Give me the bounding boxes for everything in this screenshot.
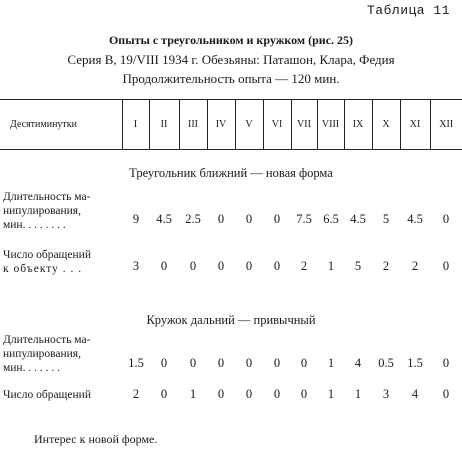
column-header-row — [0, 100, 462, 150]
table-cell: 4 — [354, 356, 362, 370]
duration-line: Продолжительность опыта — 120 мин. — [122, 71, 340, 86]
row-label-line: Число обращений — [3, 389, 91, 401]
column-header-table — [0, 99, 462, 150]
table-cell: 0 — [217, 356, 225, 370]
column-header: VII — [291, 100, 317, 150]
row-label-line: Длительность ма- — [3, 334, 91, 346]
table-label: Таблица 11 — [366, 3, 450, 18]
column-header: III — [179, 100, 207, 150]
column-header: VIII — [317, 100, 344, 150]
table-cell: 0 — [217, 259, 225, 273]
table-cell: 0 — [442, 387, 450, 401]
table-cell: 0 — [245, 259, 253, 273]
table-cell: 1 — [327, 387, 335, 401]
table-cell: 0 — [217, 387, 225, 401]
row-label-line: Число обращений — [3, 249, 91, 261]
column-header: IX — [344, 100, 372, 150]
column-header: X — [372, 100, 400, 150]
table-cell: 4.5 — [407, 212, 423, 226]
table-cell: 4.5 — [350, 212, 366, 226]
table-cell: 0 — [273, 212, 281, 226]
row-label-circle-count — [3, 388, 121, 402]
row-label-triangle-duration — [3, 190, 121, 232]
column-header: XI — [400, 100, 430, 150]
table-cell: 0 — [189, 356, 197, 370]
row-label-circle-duration — [3, 333, 121, 375]
series-line: Серия В, 19/VIII 1934 г. Обезьяны: Паташон, Клара, Федия — [67, 52, 395, 67]
table-cell: 0 — [442, 356, 450, 370]
table-cell: 6.5 — [323, 212, 339, 226]
table-cell: 0 — [273, 356, 281, 370]
table-cell: 2 — [411, 259, 419, 273]
table-cell: 0 — [245, 212, 253, 226]
table-cell: 0 — [442, 259, 450, 273]
table-cell: 1 — [327, 259, 335, 273]
table-cell: 2 — [132, 387, 140, 401]
table-cell: 0 — [160, 259, 168, 273]
table-title: Опыты с треугольником и кружком (рис. 25) — [108, 33, 354, 47]
table-cell: 0 — [160, 356, 168, 370]
table-cell: 0 — [273, 387, 281, 401]
row-label-line: Длительность ма- — [3, 191, 91, 203]
table-cell: 1.5 — [128, 356, 144, 370]
table-cell: 2.5 — [185, 212, 201, 226]
column-header-label: Десятиминутки — [10, 119, 78, 130]
table-cell: 4.5 — [156, 212, 172, 226]
table-cell: 5 — [382, 212, 390, 226]
table-cell: 5 — [354, 259, 362, 273]
table-cell: 1.5 — [407, 356, 423, 370]
row-label-line: нипулирования, — [3, 205, 81, 217]
column-header: IV — [207, 100, 235, 150]
footnote: Интерес к новой форме. — [34, 432, 158, 446]
table-cell: 0 — [217, 212, 225, 226]
table-cell: 1 — [189, 387, 197, 401]
table-cell: 3 — [382, 387, 390, 401]
table-cell: 2 — [382, 259, 390, 273]
table-cell: 0 — [245, 356, 253, 370]
column-header: V — [235, 100, 263, 150]
table-cell: 0 — [273, 259, 281, 273]
section-title-triangle: Треугольник ближний — новая форма — [129, 166, 333, 180]
row-label-line: нипулирования, — [3, 348, 81, 360]
row-label-triangle-count — [3, 248, 121, 276]
column-header: XII — [430, 100, 462, 150]
row-label-line: к объекту . . . — [3, 263, 83, 275]
table-cell: 3 — [132, 259, 140, 273]
table-cell: 1 — [354, 387, 362, 401]
table-cell: 9 — [132, 212, 140, 226]
table-cell: 0.5 — [378, 356, 394, 370]
table-cell: 0 — [189, 259, 197, 273]
row-label-line: мин. . . . . . . . — [3, 219, 66, 231]
table-cell: 0 — [245, 387, 253, 401]
section-title-circle: Кружок дальний — привычный — [146, 313, 316, 327]
column-header: I — [122, 100, 149, 150]
table-cell: 7.5 — [296, 212, 312, 226]
table-cell: 1 — [327, 356, 335, 370]
column-header: VI — [263, 100, 291, 150]
table-cell: 0 — [300, 387, 308, 401]
table-cell: 0 — [442, 212, 450, 226]
table-cell: 0 — [300, 356, 308, 370]
row-label-line: мин. . . . . . . — [3, 362, 60, 374]
table-cell: 4 — [411, 387, 419, 401]
table-cell: 2 — [300, 259, 308, 273]
column-header: II — [149, 100, 179, 150]
table-cell: 0 — [160, 387, 168, 401]
